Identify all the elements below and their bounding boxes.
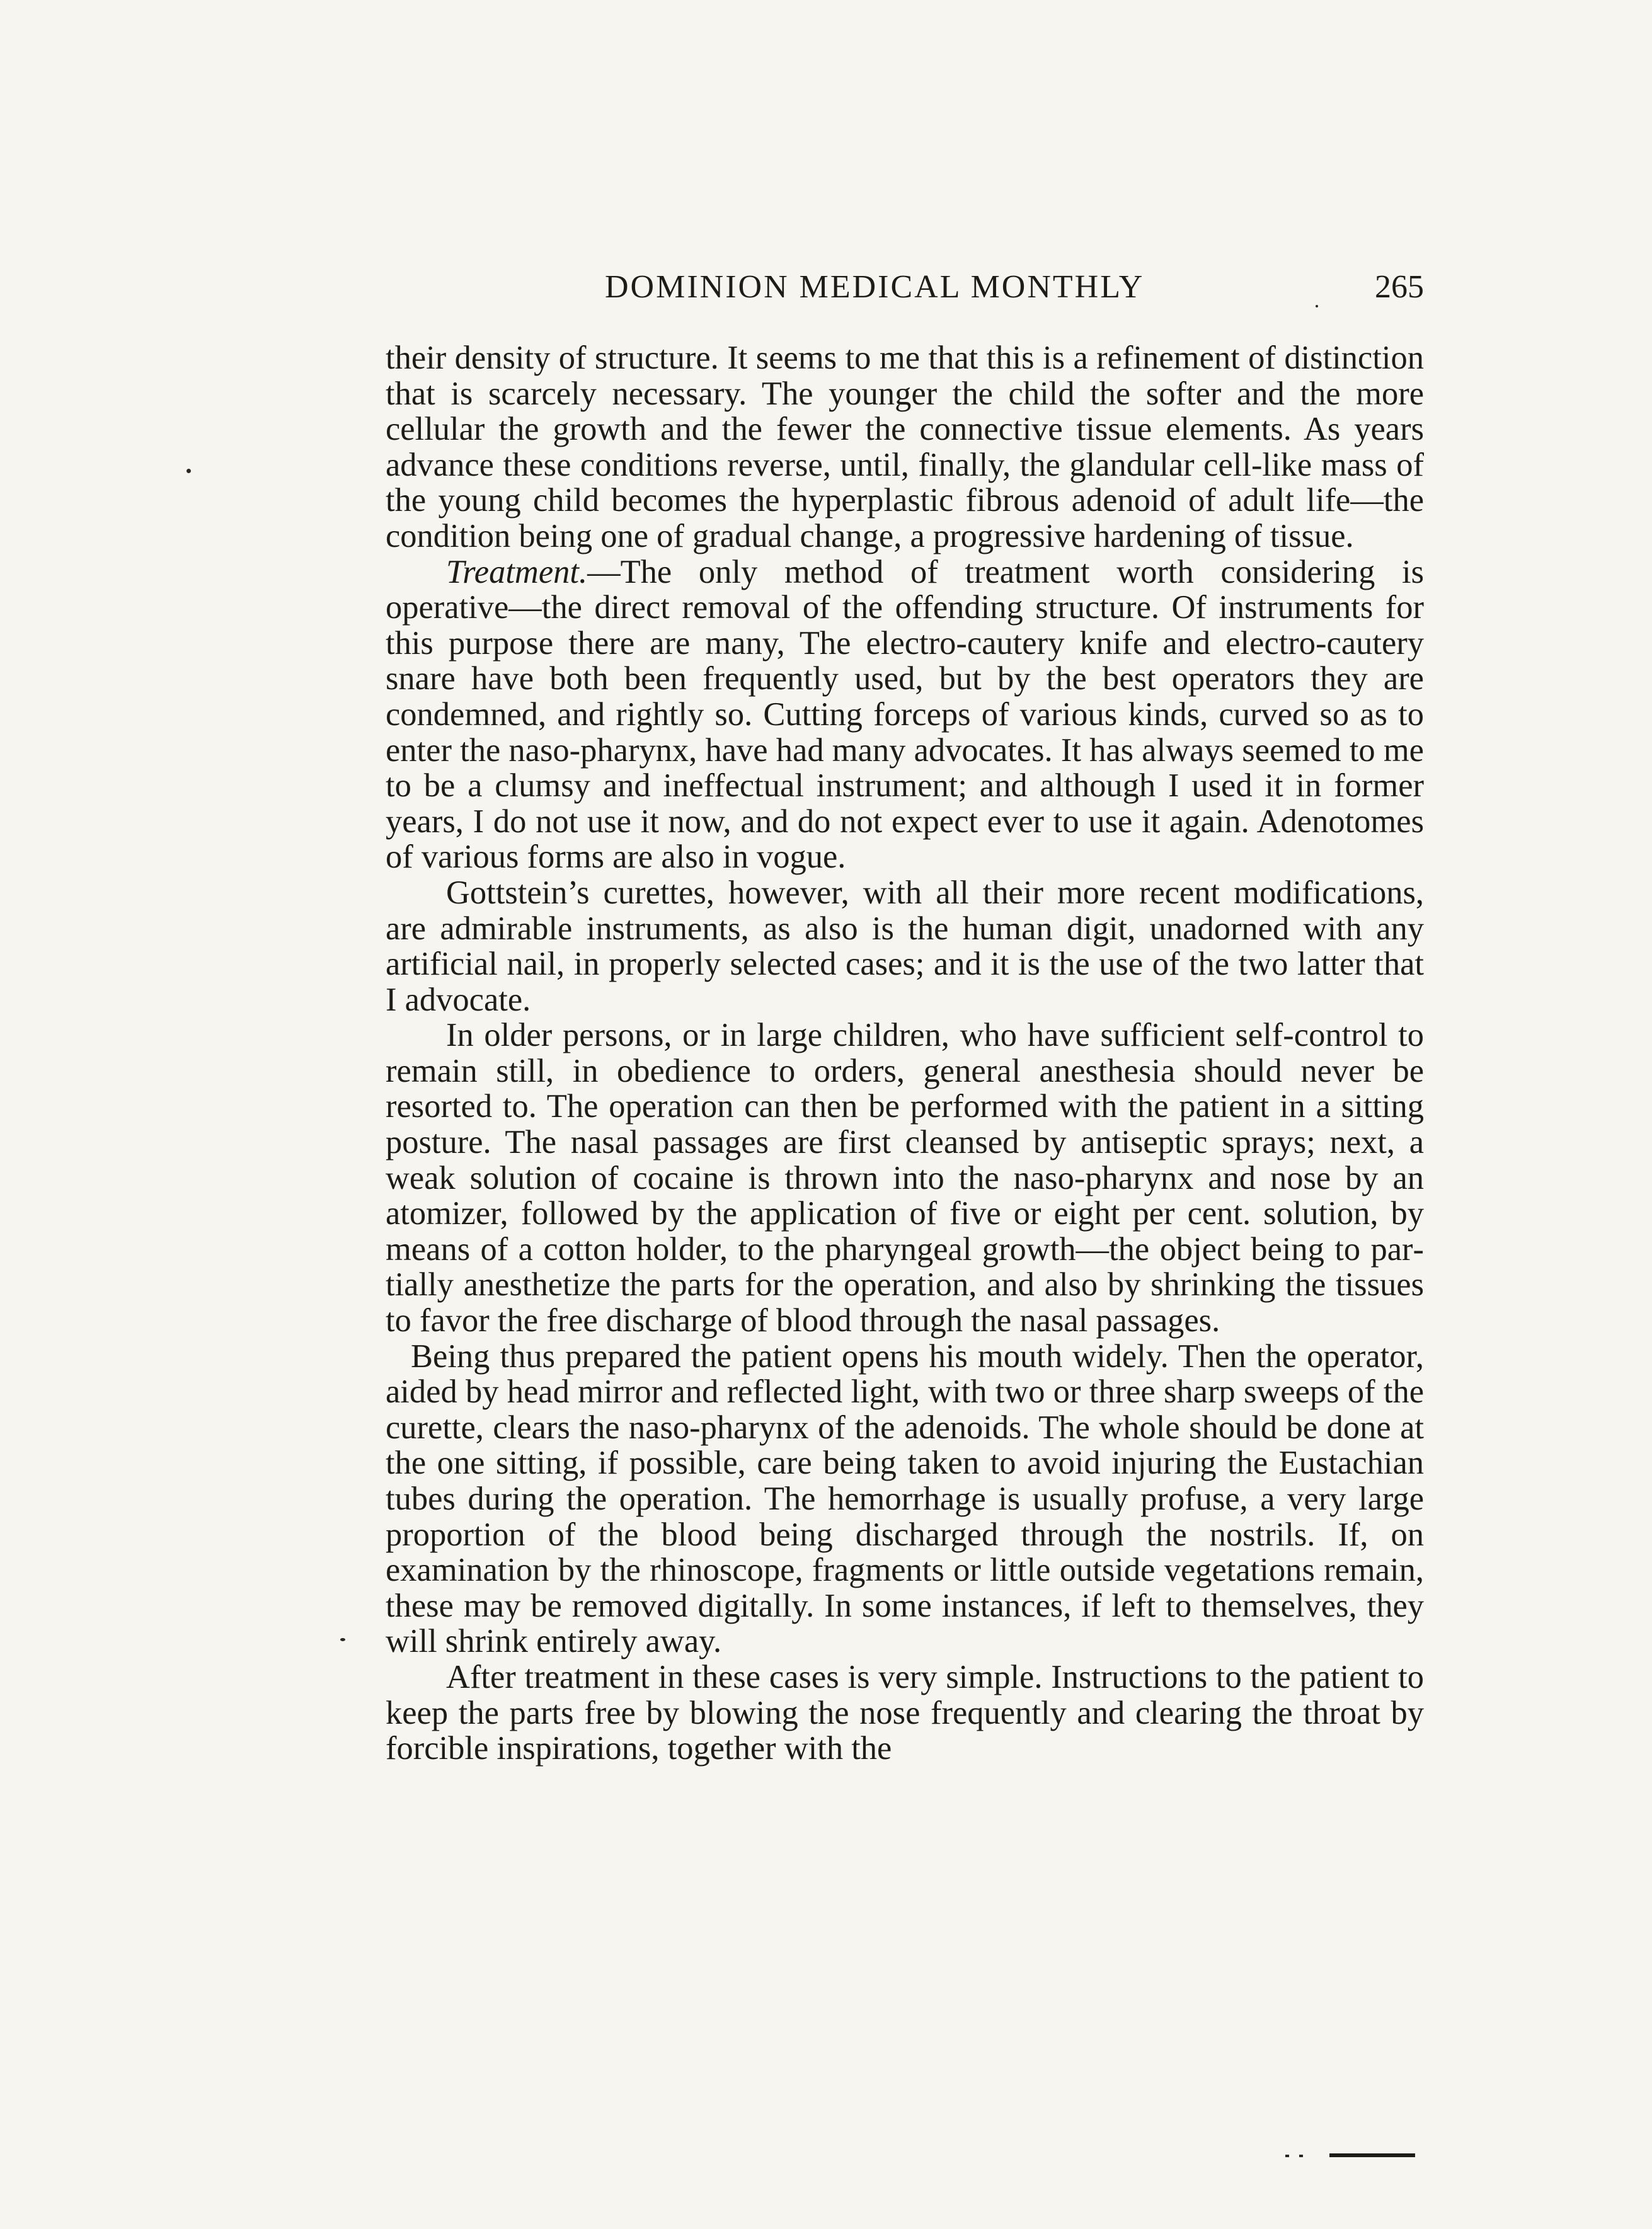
footer-rule	[1329, 2153, 1415, 2157]
page-header	[386, 265, 1424, 310]
paragraph-after-treatment: After treatment in these cases is very simple. Instructions to the patient to keep the parts free by blowing the nose frequently and clearing the throat by forcible inspirations, together with the	[386, 1658, 1424, 1767]
paragraph-density: their density of structure. It seems to me that this is a refinement of distinction that is scarcely necessary. The younger the child the softer and the more cellular the growth and the fewer the connective tissue elements. As years advance these conditions reverse, until, finally, the glandular cell-like mass of the young child becomes the hyperplastic fibrous adenoid of adult life—the condition being one of gradual change, a progressive hardening of tissue.	[386, 340, 1424, 554]
scan-speck	[340, 1638, 345, 1641]
footer-dots	[1285, 2155, 1311, 2157]
article-body	[386, 340, 1424, 1767]
treatment-heading: Treatment.	[446, 553, 588, 590]
page-number: 265	[1375, 269, 1424, 305]
running-title: DOMINION MEDICAL MONTHLY	[605, 269, 1145, 305]
scan-speck	[186, 469, 191, 473]
paragraph-treatment-text: The only method of treatment worth considering is operative—the direct removal of the offending structure. Of instruments for this purpose there are many, The electro-cautery knife and electro-cautery snare have both been frequently used, but by the best operators they are condemned, and rightly so. Cutting forceps of various kinds, curved so as to enter the naso-pharynx, have had many advocates. It has always seemed to me to be a clumsy and ineffectual instrument; and although I used it in former years, I do not use it now, and do not expect ever to use it again. Adenotomes of various forms are also in vogue.	[386, 553, 1424, 876]
paragraph-older-persons: In older persons, or in large children, who have sufficient self-control to remain still, in obedience to orders, general anesthesia should never be resorted to. The operation can then be performed with the patient in a sitting posture. The nasal passages are first cleansed by antiseptic sprays; next, a weak solution of cocaine is thrown into the naso-pharynx and nose by an atomizer, followed by the application of five or eight per cent. solution, by means of a cotton holder, to the pharyngeal growth—the object being to partially anesthetize the parts for the operation, and also by shrinking the tissues to favor the free discharge of blood through the nasal passages.	[386, 1017, 1424, 1339]
paragraph-treatment: Treatment.—The only method of treatment worth considering is operative—the direct removal of the offending structure. Of instruments for this purpose there are many, The electro-cautery knife and electro-cautery snare have both been frequently used, but by the best operators they are condemned, and rightly so. Cutting forceps of various kinds, curved so as to enter the naso-pharynx, have had many advocates. It has always seemed to me to be a clumsy and ineffectual instrument; and although I used it in former years, I do not use it now, and do not expect ever to use it again. Adenotomes of various forms are also in vogue.	[386, 553, 1424, 876]
paragraph-procedure: Being thus prepared the patient opens his mouth widely. Then the operator, aided by head mirror and reflected light, with two or three sharp sweeps of the curette, clears the naso-pharynx of the adenoids. The whole should be done at the one sitting, if possible, care being taken to avoid injuring the Eustachian tubes during the operation. The hemorrhage is usually profuse, a very large proportion of the blood being discharged through the nostrils. If, on examination by the rhinoscope, fragments or little outside vegetations remain, these may be removed digitally. In some instances, if left to themselves, they will shrink entirely away.	[386, 1338, 1424, 1660]
scan-speck	[1316, 305, 1318, 307]
paragraph-gottstein: Gottstein’s curettes, however, with all their more recent modifications, are admirable instruments, as also is the human digit, unadorned with any artificial nail, in properly selected cases; and it is the use of the two latter that I advocate.	[386, 874, 1424, 1018]
